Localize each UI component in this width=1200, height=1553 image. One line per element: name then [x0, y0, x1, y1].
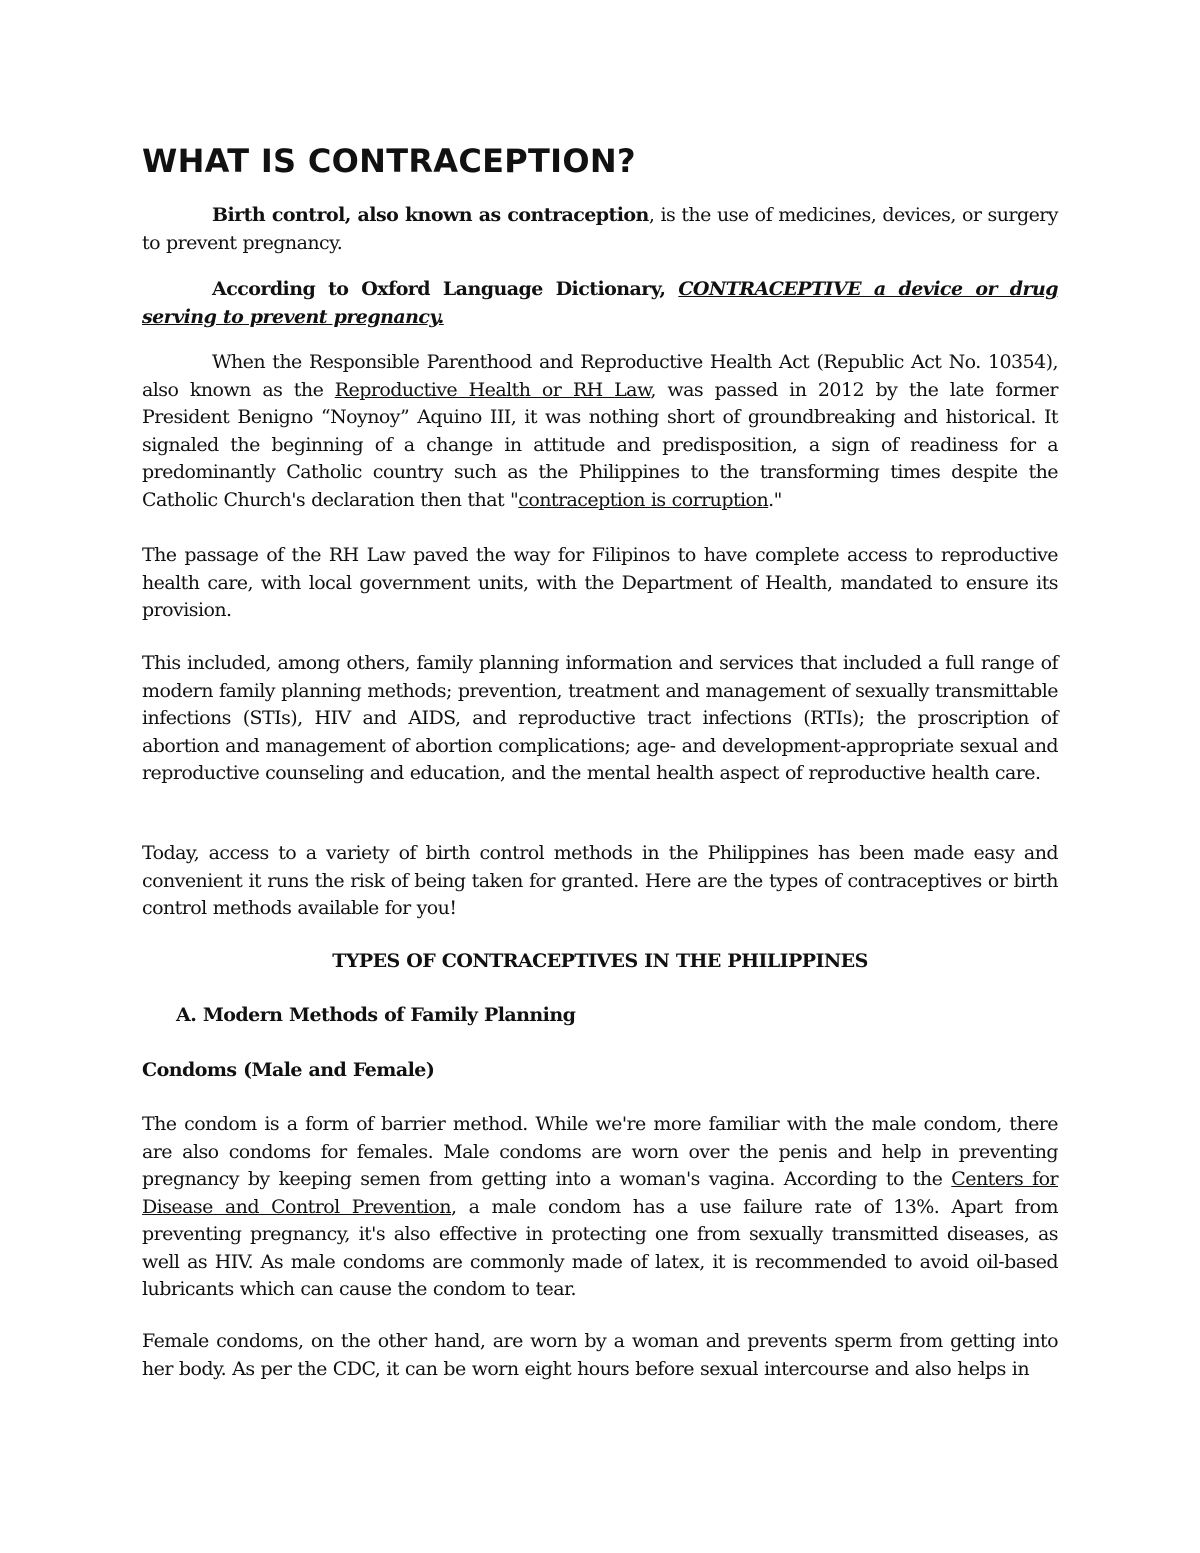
paragraph-oxford-definition [142, 276, 1058, 331]
contraception-corruption-link[interactable]: contraception is corruption [518, 488, 769, 511]
page-title: WHAT IS CONTRACEPTION? [142, 142, 636, 180]
rh-law-text-3: ." [768, 488, 782, 511]
paragraph-services-included: This included, among others, family planning information and services that included a full range of modern family planning methods; prevention, treatment and management of sexually transmittable infections (STIs), HIV and AIDS, and reproductive tract infections (RTIs); the proscription of abortion and management of abortion complications; age- and development-appropriate sexual and reproductive counseling and education, and the mental health aspect of reproductive health care. [142, 652, 1058, 784]
cdc-link[interactable]: Centers for Disease and Control Prevention [142, 1168, 1058, 1218]
paragraph-male-condoms [142, 1111, 1058, 1304]
oxford-definition: CONTRACEPTIVE a device or drug serving to prevent pregnancy. [142, 278, 1058, 328]
condom-text-2: , a male condom has a use failure rate of 13%. Apart from preventing pregnancy, it's also effective in protecting one from sexually transmitted diseases, as well as HIV. As male condoms are commonly made of latex, it is recommended to avoid oil-based lubricants which can cause the condom to tear. [142, 1195, 1058, 1300]
paragraph-rh-law-passage: The passage of the RH Law paved the way for Filipinos to have complete access to reproductive health care, with local government units, with the Department of Health, mandated to ensure its provision. [142, 544, 1058, 621]
rh-law-text-2: , was passed in 2012 by the late former President Benigno “Noynoy” Aquino III, it was nothing short of groundbreaking and historical. It signaled the beginning of a change in attitude and predisposition, a sign of readiness for a predominantly Catholic country such as the Philippines to the transforming times despite the Catholic Church's declaration then that " [142, 378, 1058, 511]
rh-law-text-1: When the Responsible Parenthood and Reproductive Health Act (Republic Act No. 10354), also known as the [142, 351, 1058, 401]
birth-control-term: Birth control, also known as contraception [212, 204, 649, 226]
subheading-modern-methods: A. Modern Methods of Family Planning [176, 1004, 576, 1026]
rh-law-link[interactable]: Reproductive Health or RH Law [334, 378, 651, 401]
paragraph-access-today: Today, access to a variety of birth control methods in the Philippines has been made easy and convenient it runs the risk of being taken for granted. Here are the types of contraceptives or birth control methods available for you! [142, 842, 1058, 919]
oxford-intro: According to Oxford Language Dictionary, [212, 278, 679, 300]
birth-control-definition: , is the use of medicines, devices, or surgery to prevent pregnancy. [142, 204, 1058, 254]
paragraph-birth-control [142, 202, 1058, 257]
section-title: TYPES OF CONTRACEPTIVES IN THE PHILIPPINES [332, 950, 868, 972]
paragraph-female-condoms: Female condoms, on the other hand, are worn by a woman and prevents sperm from getting into her body. As per the CDC, it can be worn eight hours before sexual intercourse and also helps in [142, 1330, 1058, 1380]
subheading-condoms: Condoms (Male and Female) [142, 1059, 435, 1081]
paragraph-rh-law [142, 349, 1058, 514]
condom-text-1: The condom is a form of barrier method. While we're more familiar with the male condom, there are also condoms for females. Male condoms are worn over the penis and help in preventing pregnancy by keeping semen from getting into a woman's vagina. According to the [142, 1113, 1058, 1190]
